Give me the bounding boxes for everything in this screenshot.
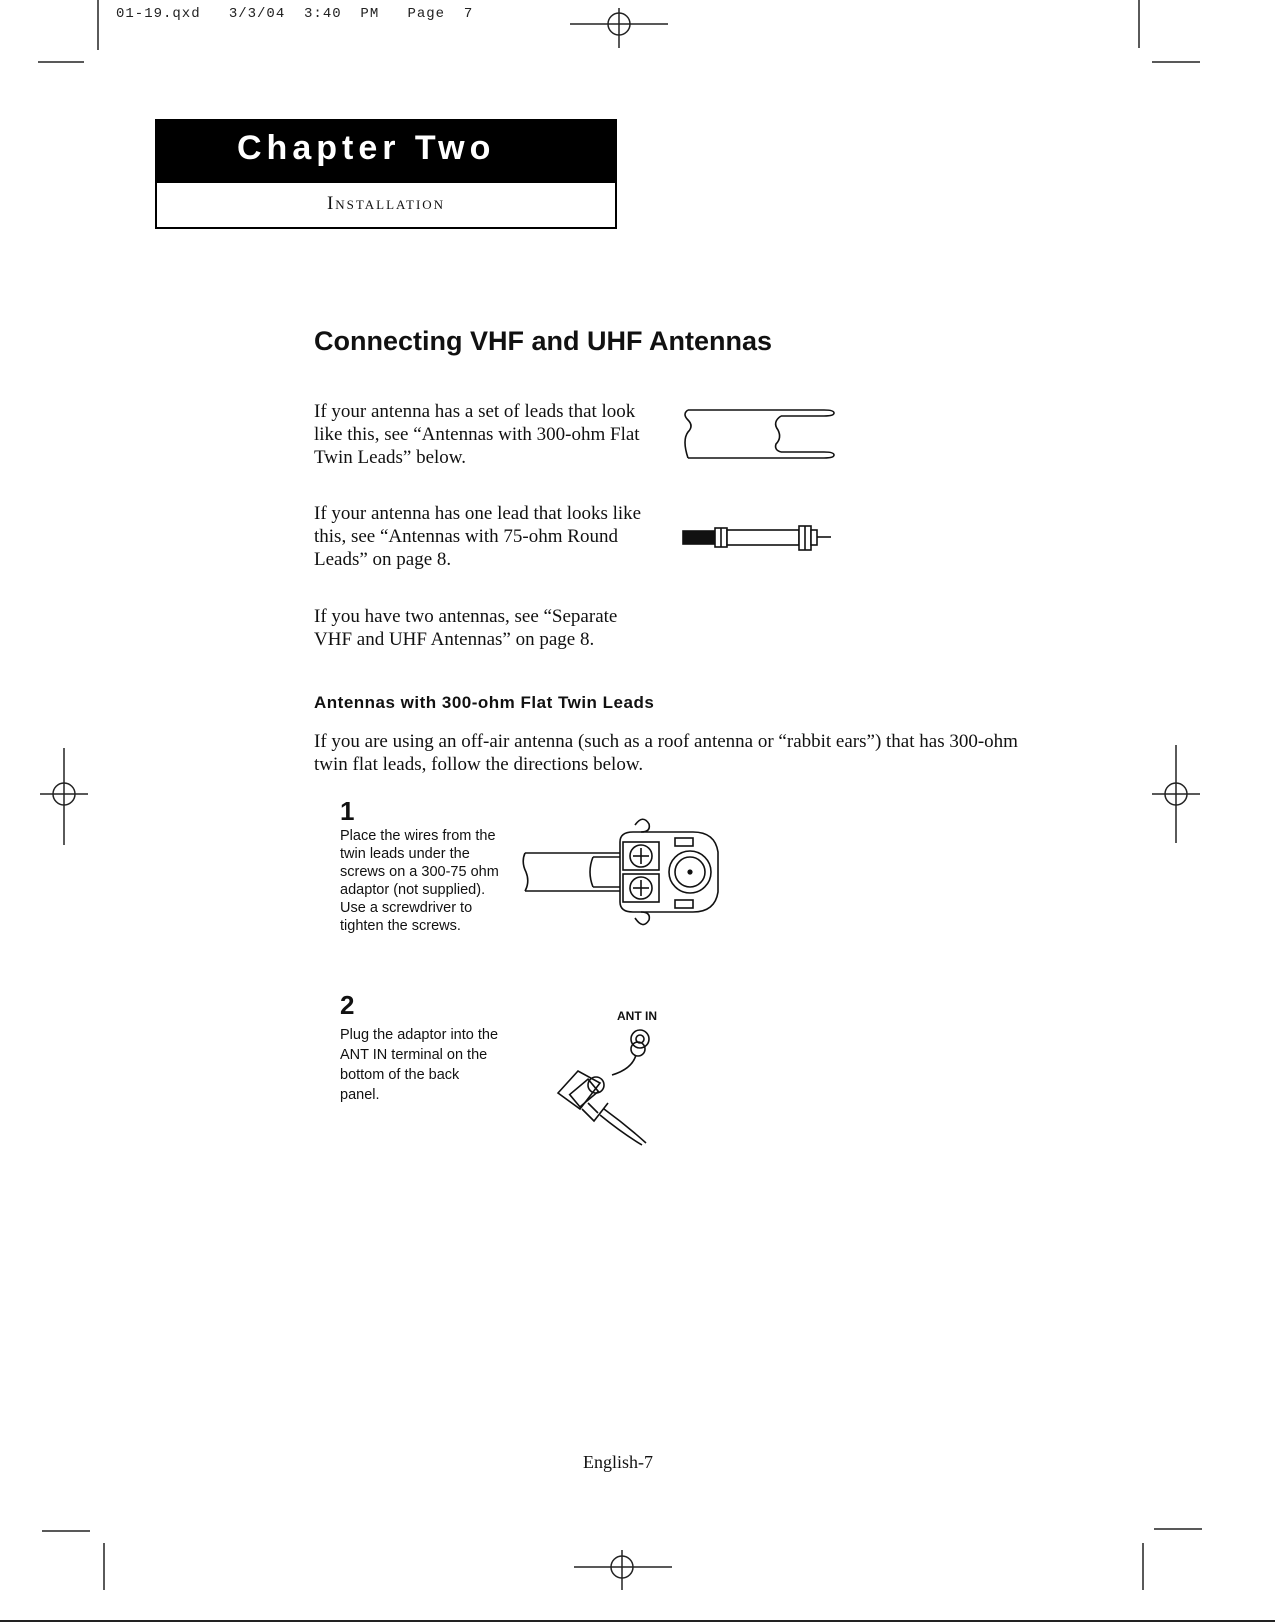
paragraph-round-lead: If your antenna has one lead that looks like this, see “Antennas with 75-ohm Round Leads” on page 8. [314,503,642,570]
paragraph-two-antennas: If you have two antennas, see “Separate VHF and UHF Antennas” on page 8. [314,606,618,650]
section-title: Connecting VHF and UHF Antennas [314,326,772,356]
paragraph-flat-leads: If your antenna has a set of leads that look like this, see “Antennas with 300-ohm Flat Twin Leads” below. [314,401,640,468]
registration-mark-icon [570,8,668,48]
print-slug: 01-19.qxd 3/3/04 3:40 PM Page 7 [116,6,474,22]
page-number: English-7 [583,1452,653,1472]
step-2-text: Plug the adaptor into the ANT IN terminal on the bottom of the back panel. [340,1027,499,1103]
registration-mark-icon [574,1550,672,1590]
ant-in-label: ANT IN [617,1009,657,1023]
subsection-title: Antennas with 300-ohm Flat Twin Leads [314,693,655,712]
step-1-number: 1 [340,796,355,826]
step-1-text: Place the wires from the twin leads under the screws on a 300-75 ohm adaptor (not supplied). Use a screwdriver to tighten the screws. [340,828,499,934]
step-2-number: 2 [340,990,355,1020]
flat-twin-lead-icon [686,400,846,470]
round-coax-lead-icon [683,521,843,561]
subsection-intro: If you are using an off-air antenna (such as a roof antenna or “rabbit ears”) that has 300-ohm twin flat leads, follow the directions below. [314,731,1018,775]
adaptor-screw-icon [525,820,735,930]
chapter-title: Chapter Two [237,129,496,167]
registration-mark-icon [1152,745,1200,843]
chapter-title-bar [157,121,615,183]
chapter-header [155,119,617,229]
registration-mark-icon [40,748,88,845]
ant-in-plug-icon [552,1025,682,1155]
chapter-subtitle: Installation [326,193,446,214]
